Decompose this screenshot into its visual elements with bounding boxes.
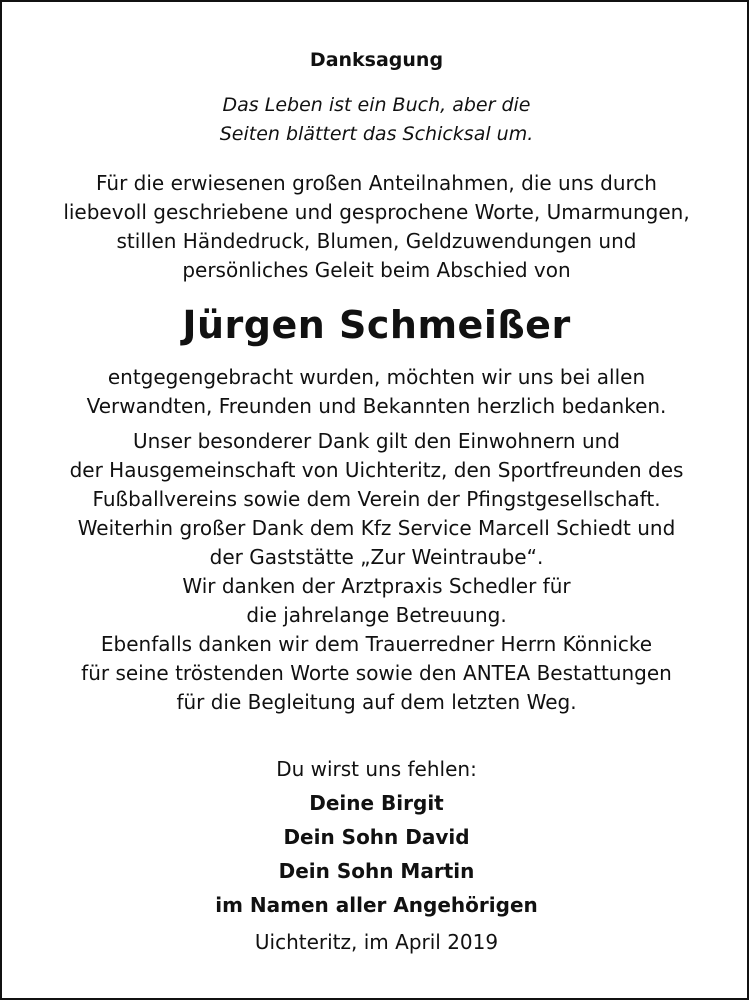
signature-line: Dein Sohn Martin <box>278 859 475 883</box>
motto-line: Seiten blättert das Schicksal um. <box>219 123 534 145</box>
place-and-date: Uichteritz, im April 2019 <box>254 930 499 954</box>
special-thanks-line: die jahrelange Betreuung. <box>246 603 507 627</box>
signatures <box>2 786 749 922</box>
special-thanks-line: Fußballvereins sowie dem Verein der Pfingstgesellschaft. <box>92 487 661 511</box>
special-thanks-line: für die Begleitung auf dem letzten Weg. <box>176 690 577 714</box>
special-thanks-line: der Gaststätte „Zur Weintraube“. <box>209 545 544 569</box>
intro-paragraph <box>2 169 749 285</box>
motto-line: Das Leben ist ein Buch, aber die <box>222 94 531 116</box>
special-thanks-line: für seine tröstenden Worte sowie den ANTEA Bestattungen <box>81 661 672 685</box>
signature-line: Dein Sohn David <box>283 825 470 849</box>
thanks-line: Verwandten, Freunden und Bekannten herzlich bedanken. <box>86 394 667 418</box>
special-thanks-line: Wir danken der Arztpraxis Schedler für <box>182 574 571 598</box>
intro-line: persönliches Geleit beim Abschied von <box>182 258 571 282</box>
special-thanks-line: der Hausgemeinschaft von Uichteritz, den Sportfreunden des <box>69 458 684 482</box>
motto-quote <box>2 91 749 149</box>
intro-line: stillen Händedruck, Blumen, Geldzuwendungen und <box>116 229 637 253</box>
deceased-name: Jürgen Schmeißer <box>182 303 571 347</box>
special-thanks-line: Unser besonderer Dank gilt den Einwohnern und <box>132 429 620 453</box>
intro-line: Für die erwiesenen großen Anteilnahmen, die uns durch <box>96 171 657 195</box>
signature-line: Deine Birgit <box>309 791 444 815</box>
signature-line: im Namen aller Angehörigen <box>215 893 538 917</box>
intro-line: liebevoll geschriebene und gesprochene Worte, Umarmungen, <box>63 200 690 224</box>
notice-title: Danksagung <box>309 49 444 71</box>
closing-line: Du wirst uns fehlen: <box>276 757 477 781</box>
thanks-paragraph <box>2 363 749 421</box>
special-thanks-paragraph <box>2 427 749 717</box>
thanks-line: entgegengebracht wurden, möchten wir uns bei allen <box>107 365 646 389</box>
special-thanks-line: Ebenfalls danken wir dem Trauerredner Herrn Könnicke <box>100 632 653 656</box>
special-thanks-line: Weiterhin großer Dank dem Kfz Service Marcell Schiedt und <box>77 516 676 540</box>
